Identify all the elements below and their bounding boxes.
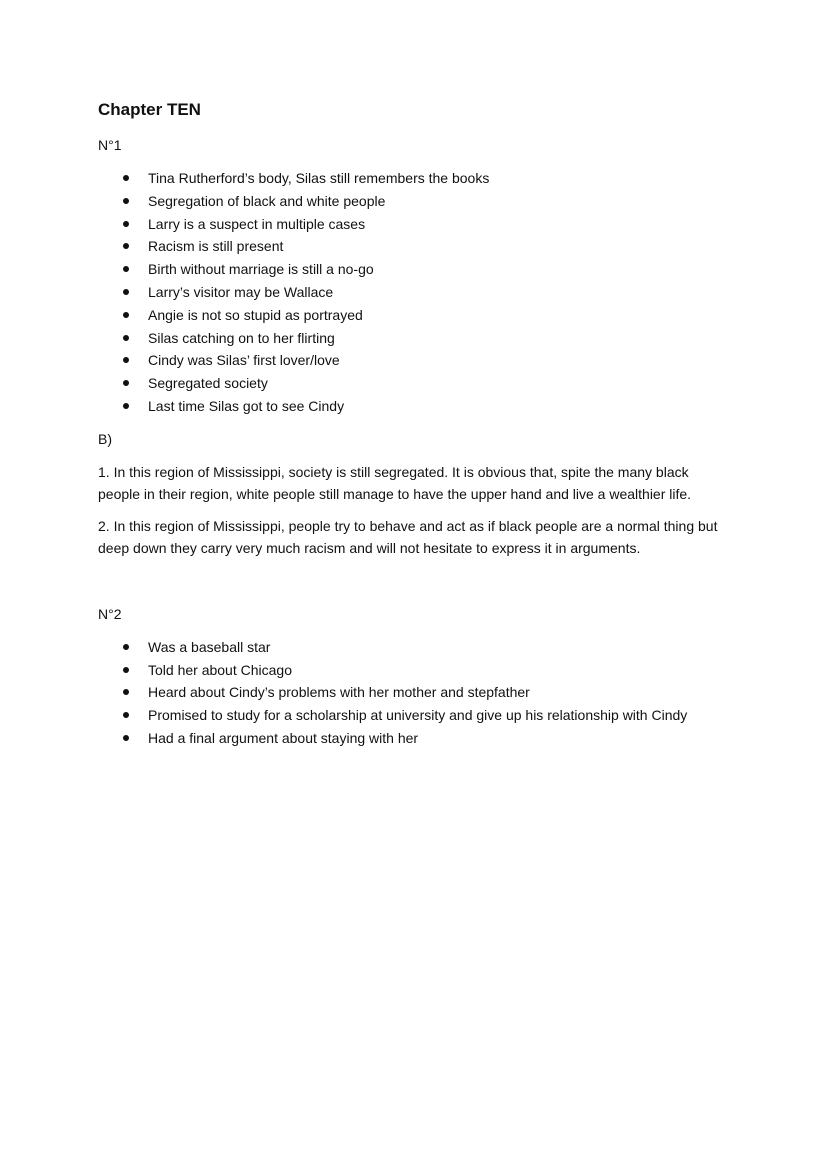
list-item: [98, 190, 738, 213]
list-item: [98, 304, 738, 327]
list-item-text: Larry’s visitor may be Wallace: [148, 283, 334, 300]
list-item-text: Segregation of black and white people: [148, 192, 386, 209]
bullet-icon: [123, 380, 129, 386]
bullet-list-n2: [98, 636, 738, 750]
list-item-text: Told her about Chicago: [148, 661, 292, 678]
bullet-icon: [123, 312, 129, 318]
paragraph-1: 1. In this region of Mississippi, society is still segregated. It is obvious that, spite the many black people in their region, white people still manage to have the upper hand and live a wealthier life.: [98, 463, 692, 502]
spacer: [98, 569, 738, 603]
list-item: [98, 327, 738, 350]
list-item: [98, 659, 738, 682]
list-item-text: Racism is still present: [148, 238, 284, 255]
bullet-icon: [123, 735, 129, 741]
list-item-text: Segregated society: [148, 375, 268, 392]
bullet-icon: [123, 689, 129, 695]
list-item-text: Promised to study for a scholarship at university and give up his relationship with Cindy: [148, 707, 688, 724]
list-item-text: Birth without marriage is still a no-go: [148, 261, 374, 278]
section-label-n1: N°1: [98, 137, 122, 153]
document-page: [98, 98, 738, 760]
list-item-text: Angie is not so stupid as portrayed: [148, 306, 363, 323]
list-item-text: Had a final argument about staying with her: [148, 729, 419, 746]
list-item-text: Was a baseball star: [148, 638, 271, 655]
bullet-icon: [123, 198, 129, 204]
list-item-text: Tina Rutherford’s body, Silas still remembers the books: [148, 170, 490, 186]
bullet-icon: [123, 667, 129, 673]
paragraph-2: 2. In this region of Mississippi, people try to behave and act as if black people are a normal thing but deep down they carry very much racism and will not hesitate to express it in arguments.: [98, 517, 718, 556]
list-item-text: Larry is a suspect in multiple cases: [148, 215, 366, 232]
bullet-icon: [123, 712, 129, 718]
bullet-icon: [123, 403, 129, 409]
bullet-icon: [123, 221, 129, 227]
list-item: [98, 727, 738, 750]
bullet-icon: [123, 335, 129, 341]
bullet-icon: [123, 289, 129, 295]
bullet-icon: [123, 357, 129, 363]
bullet-icon: [123, 644, 129, 650]
list-item-text: Silas catching on to her flirting: [148, 329, 335, 346]
list-item: [98, 167, 738, 190]
list-item: [98, 258, 738, 281]
section-label-b: B): [98, 430, 112, 447]
chapter-title: Chapter TEN: [98, 100, 201, 119]
bullet-icon: [123, 243, 129, 249]
list-item: [98, 349, 738, 372]
list-item: [98, 704, 738, 727]
list-item: [98, 372, 738, 395]
list-item: [98, 636, 738, 659]
bullet-icon: [123, 266, 129, 272]
bullet-icon: [123, 175, 129, 181]
list-item: [98, 281, 738, 304]
list-item: [98, 681, 738, 704]
list-item: [98, 235, 738, 258]
bullet-list-n1: [98, 167, 738, 418]
list-item: [98, 213, 738, 236]
list-item-text: Heard about Cindy’s problems with her mother and stepfather: [148, 684, 530, 701]
list-item-text: Last time Silas got to see Cindy: [148, 397, 345, 414]
list-item-text: Cindy was Silas’ first lover/love: [148, 352, 340, 369]
list-item: [98, 395, 738, 418]
section-label-n2: N°2: [98, 605, 122, 622]
